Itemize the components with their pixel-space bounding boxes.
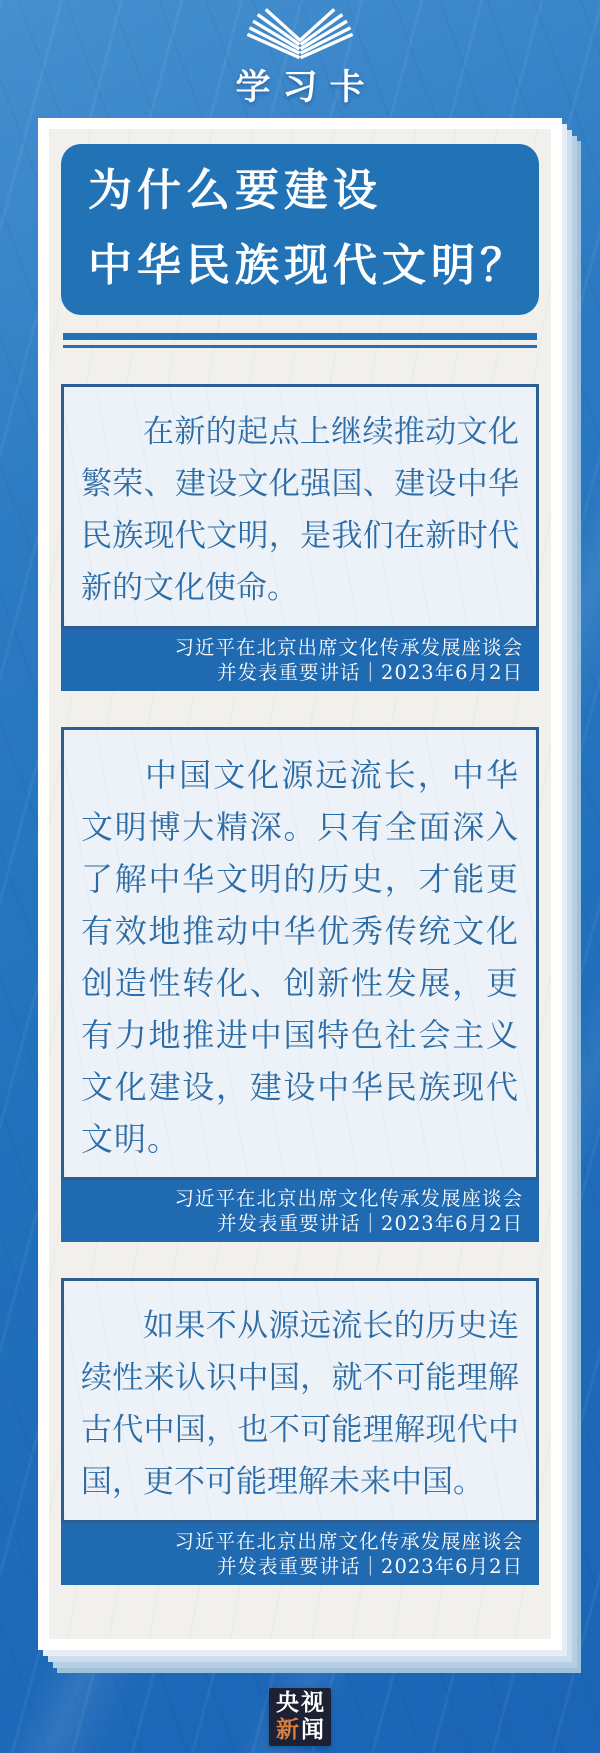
quote-source-line-1: 习近平在北京出席文化传承发展座谈会 xyxy=(174,1530,523,1553)
quote-block-2 xyxy=(61,727,539,1242)
quote-source-line-2: 并发表重要讲话｜2023年6月2日 xyxy=(217,661,523,684)
logo-row-2 xyxy=(274,1717,326,1744)
quote-source-bar xyxy=(61,629,539,691)
quote-box xyxy=(61,727,539,1180)
card-title-box xyxy=(61,144,539,315)
quote-box xyxy=(61,384,539,629)
logo-char-xin: 新 xyxy=(276,1717,301,1743)
card-title-line-2: 中华民族现代文明？ xyxy=(88,240,529,291)
logo-row-1: 央视 xyxy=(276,1690,326,1716)
quote-block-1 xyxy=(61,384,539,691)
quote-text: 如果不从源远流长的历史连续性来认识中国，就不可能理解古代中国，也不可能理解现代中国，更不可能理解未来中国。 xyxy=(81,1308,519,1500)
cctv-news-logo xyxy=(269,1688,331,1746)
quote-text: 在新的起点上继续推动文化繁荣、建设文化强国、建设中华民族现代文明，是我们在新时代新的文化使命。 xyxy=(81,414,519,606)
open-book-icon xyxy=(241,6,359,64)
card-panel xyxy=(49,129,551,1639)
quote-source-line-2: 并发表重要讲话｜2023年6月2日 xyxy=(217,1212,523,1235)
quote-box xyxy=(61,1278,539,1523)
brand-title: 学习卡 xyxy=(235,67,377,108)
quote-source-line-1: 习近平在北京出席文化传承发展座谈会 xyxy=(174,636,523,659)
logo-char-wen: 闻 xyxy=(301,1717,326,1743)
quote-text: 中国文化源远流长，中华文明博大精深。只有全面深入了解中华文明的历史，才能更有效地推动中华优秀传统文化创造性转化、创新性发展，更有力地推进中国特色社会主义文化建设，建设中华民族现代文明。 xyxy=(81,756,519,1158)
quote-source-bar xyxy=(61,1180,539,1242)
header xyxy=(0,0,600,110)
quote-source-line-1: 习近平在北京出席文化传承发展座谈会 xyxy=(174,1187,523,1210)
double-rule-divider xyxy=(63,333,537,348)
card-title-line-1: 为什么要建设 xyxy=(88,165,382,216)
quote-block-3 xyxy=(61,1278,539,1585)
study-card xyxy=(38,118,562,1650)
quote-source-bar xyxy=(61,1523,539,1585)
quote-source-line-2: 并发表重要讲话｜2023年6月2日 xyxy=(217,1555,523,1578)
